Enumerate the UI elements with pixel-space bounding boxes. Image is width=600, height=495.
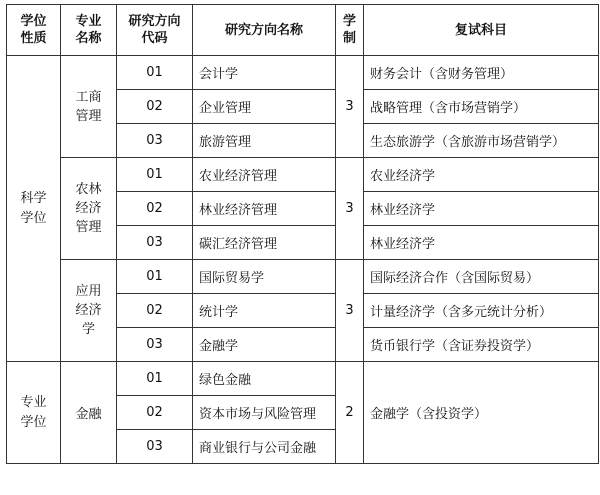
major-cell xyxy=(61,158,117,260)
table-row xyxy=(7,260,599,294)
direction-name: 会计学 xyxy=(193,56,336,90)
admission-table-container xyxy=(6,4,598,491)
major-line3: 学 xyxy=(81,322,95,337)
retest-subject: 林业经济学 xyxy=(364,226,599,260)
major-line2: 管理 xyxy=(75,108,102,124)
major-line1: 工商 xyxy=(75,89,102,105)
duration-cell: 2 xyxy=(336,362,364,464)
major-line1: 农林 xyxy=(75,182,102,197)
duration-cell: 3 xyxy=(336,158,364,260)
degree-type-cell xyxy=(7,362,61,464)
retest-subject: 国际经济合作（含国际贸易） xyxy=(364,260,599,294)
direction-name: 林业经济管理 xyxy=(193,192,336,226)
degree-type-cell xyxy=(7,56,61,362)
header-direction-code-line1: 研究方向 xyxy=(128,14,181,29)
direction-code: 03 xyxy=(117,328,193,362)
retest-subject: 生态旅游学（含旅游市场营销学） xyxy=(364,124,599,158)
degree-type-line1: 科学 xyxy=(20,190,47,206)
direction-name: 农业经济管理 xyxy=(193,158,336,192)
direction-name: 金融学 xyxy=(193,328,336,362)
duration-cell: 3 xyxy=(336,56,364,158)
direction-code: 03 xyxy=(117,124,193,158)
direction-code: 01 xyxy=(117,260,193,294)
retest-subject: 农业经济学 xyxy=(364,158,599,192)
direction-code: 02 xyxy=(117,396,193,430)
degree-type-line2: 学位 xyxy=(20,414,47,430)
header-degree-type xyxy=(7,5,61,56)
direction-code: 02 xyxy=(117,90,193,124)
major-cell: 金融 xyxy=(61,362,117,464)
direction-code: 01 xyxy=(117,158,193,192)
direction-code: 01 xyxy=(117,56,193,90)
direction-name: 旅游管理 xyxy=(193,124,336,158)
retest-subject: 林业经济学 xyxy=(364,192,599,226)
direction-name: 碳汇经济管理 xyxy=(193,226,336,260)
direction-code: 02 xyxy=(117,294,193,328)
major-cell xyxy=(61,56,117,158)
header-direction-name: 研究方向名称 xyxy=(193,5,336,56)
direction-code: 03 xyxy=(117,430,193,464)
header-duration-line1: 学 xyxy=(342,14,356,29)
duration-cell: 3 xyxy=(336,260,364,362)
major-line1: 应用 xyxy=(75,284,102,299)
direction-code: 01 xyxy=(117,362,193,396)
retest-subject: 金融学（含投资学） xyxy=(364,362,599,464)
table-row xyxy=(7,362,599,396)
retest-subject: 战略管理（含市场营销学） xyxy=(364,90,599,124)
major-line3: 管理 xyxy=(75,220,102,235)
retest-subject: 计量经济学（含多元统计分析） xyxy=(364,294,599,328)
direction-code: 03 xyxy=(117,226,193,260)
direction-name: 企业管理 xyxy=(193,90,336,124)
header-degree-type-line1: 学位 xyxy=(20,14,47,29)
direction-code: 02 xyxy=(117,192,193,226)
direction-name: 商业银行与公司金融 xyxy=(193,430,336,464)
retest-subject: 财务会计（含财务管理） xyxy=(364,56,599,90)
table-row xyxy=(7,56,599,90)
major-line2: 经济 xyxy=(75,303,102,318)
major-line2: 经济 xyxy=(75,201,102,216)
direction-name: 国际贸易学 xyxy=(193,260,336,294)
header-degree-type-line2: 性质 xyxy=(20,31,47,46)
degree-type-line2: 学位 xyxy=(20,210,47,226)
degree-type-line1: 专业 xyxy=(20,394,47,410)
direction-name: 统计学 xyxy=(193,294,336,328)
direction-name: 资本市场与风险管理 xyxy=(193,396,336,430)
table-row xyxy=(7,158,599,192)
header-retest-subject: 复试科目 xyxy=(364,5,599,56)
header-direction-code xyxy=(117,5,193,56)
direction-name: 绿色金融 xyxy=(193,362,336,396)
header-duration-line2: 制 xyxy=(342,31,356,46)
header-row xyxy=(7,5,599,56)
header-duration xyxy=(336,5,364,56)
header-direction-code-line2: 代码 xyxy=(141,31,168,46)
major-cell xyxy=(61,260,117,362)
header-major-line1: 专业 xyxy=(75,14,102,29)
admission-table xyxy=(6,4,599,464)
header-major-line2: 名称 xyxy=(75,31,102,46)
header-major xyxy=(61,5,117,56)
retest-subject: 货币银行学（含证券投资学） xyxy=(364,328,599,362)
